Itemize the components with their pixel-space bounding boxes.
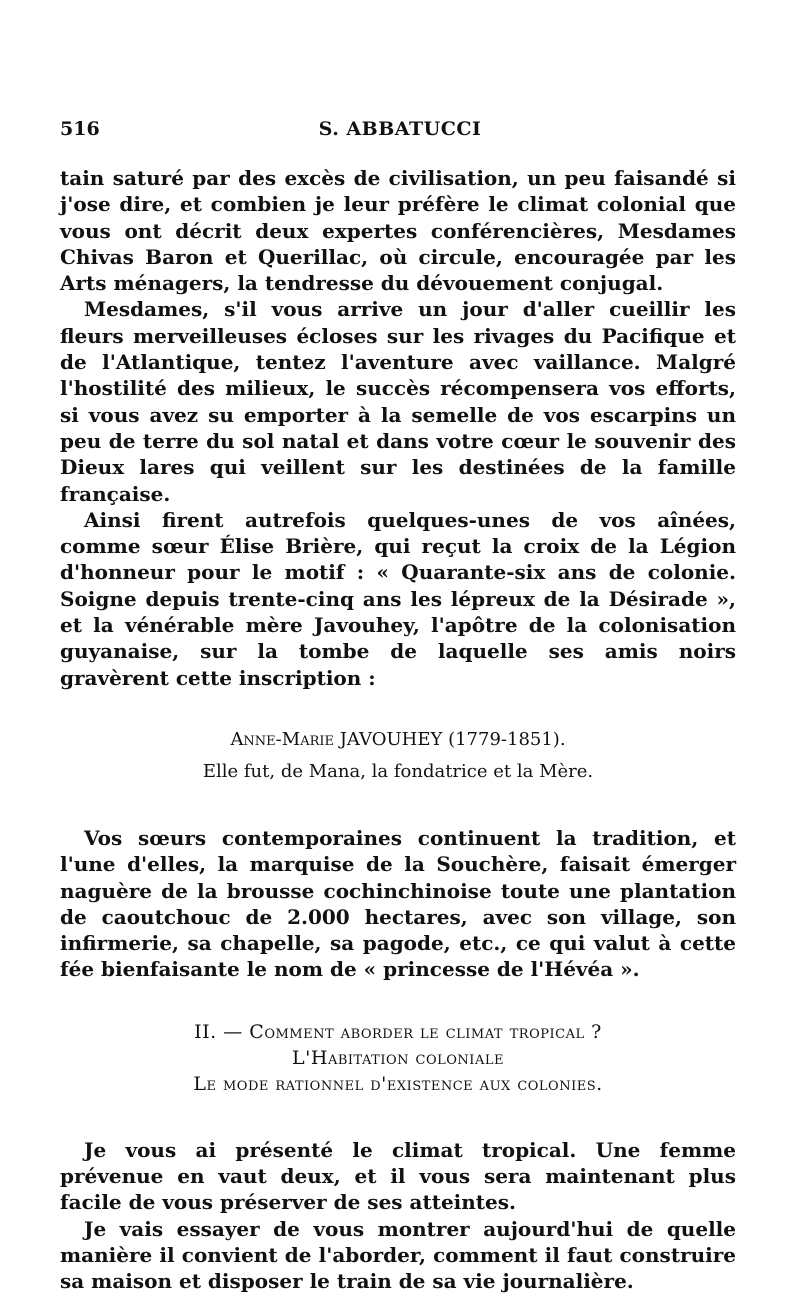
section-heading-subtitle: L'Habitation coloniale xyxy=(292,1046,504,1069)
inscription xyxy=(60,727,736,785)
paragraph-2: Mesdames, s'il vous arrive un jour d'aller cueillir les fleurs merveilleuses écloses sur les rivages du Pacifique et de l'Atlantique, tentez l'aventure avec vaillance. Malgré l'hostilité des milieux, le succès récompensera vos efforts, si vous avez su emporter à la semelle de vos escarpins un peu de terre du sol natal et dans votre cœur le souvenir des Dieux lares qui veillent sur les destinées de la famille française. xyxy=(60,297,736,506)
inscription-name: Anne-Marie JAVOUHEY (1779-1851). xyxy=(230,728,566,750)
section-heading xyxy=(60,1019,736,1097)
paragraph-5: Je vous ai présenté le climat tropical. Une femme prévenue en vaut deux, et il vous sera maintenant plus facile de vous préserver de ses atteintes. xyxy=(60,1137,736,1215)
page-number: 516 xyxy=(60,118,100,140)
paragraph-1: tain saturé par des excès de civilisation, un peu faisandé si j'ose dire, et combien je leur préfère le climat colonial que vous ont décrit deux expertes conférencières, Mesdames Chivas Baron et Querillac, où circule, encouragée par les Arts ménagers, la tendresse du dévouement conjugal. xyxy=(60,166,736,296)
section-heading-title: II. — Comment aborder le climat tropical ? xyxy=(194,1020,602,1043)
section-heading-subtitle-2: Le mode rationnel d'existence aux colonies. xyxy=(193,1072,603,1095)
paragraph-3: Ainsi firent autrefois quelques-unes de vos aînées, comme sœur Élise Brière, qui reçut la croix de la Légion d'honneur pour le motif : « Quarante-six ans de colonie. Soigne depuis trente-cinq ans les lépreux de la Désirade », et la vénérable mère Javouhey, l'apôtre de la colonisation guyanaise, sur la tombe de laquelle ses amis noirs gravèrent cette inscription : xyxy=(60,507,736,690)
body-text xyxy=(60,165,736,1295)
page-header xyxy=(60,118,740,148)
running-head: S. ABBATUCCI xyxy=(318,118,482,140)
paragraph-6: Je vais essayer de vous montrer aujourd'hui de quelle manière il convient de l'aborder, comment il faut construire sa maison et disposer le train de sa vie journalière. xyxy=(60,1216,736,1294)
inscription-text: Elle fut, de Mana, la fondatrice et la Mère. xyxy=(202,760,594,782)
paragraph-4: Vos sœurs contemporaines continuent la tradition, et l'une d'elles, la marquise de la Souchère, faisait émerger naguère de la brousse cochinchinoise toute une plantation de caoutchouc de 2.000 hectares, avec son village, son infirmerie, sa chapelle, sa pagode, etc., ce qui valut à cette fée bienfaisante le nom de « princesse de l'Hévéa ». xyxy=(60,825,736,982)
